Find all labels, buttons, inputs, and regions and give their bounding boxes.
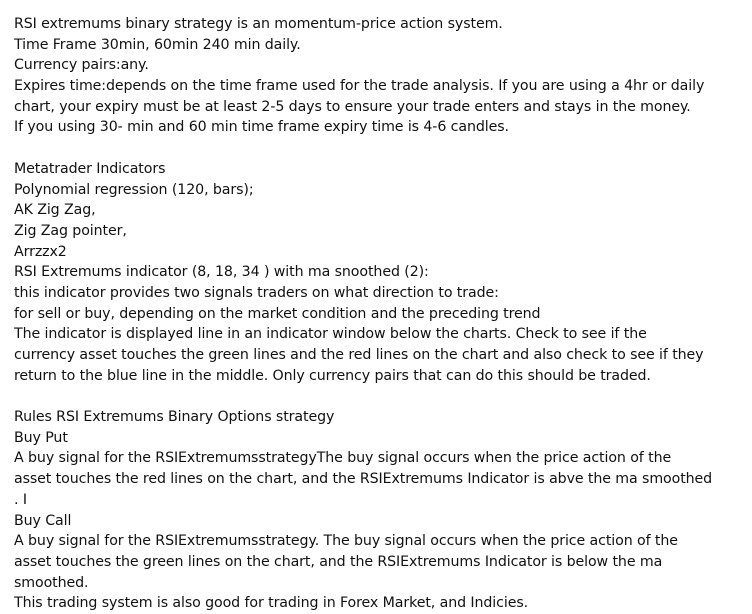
text-line: The indicator is displayed line in an indicator window below the charts. Check to see if the xyxy=(14,326,647,343)
text-line: Zig Zag pointer, xyxy=(14,222,127,239)
text-line: Expires time:depends on the time frame used for the trade analysis. If you are using a 4hr or daily xyxy=(14,78,705,95)
text-line: asset touches the red lines on the chart, and the RSIExtremums Indicator is abve the ma smoothed xyxy=(14,471,713,488)
subheading-buy-put: Buy Put xyxy=(14,429,68,446)
text-line: Polynomial regression (120, bars); xyxy=(14,181,254,198)
text-line: RSI extremums binary strategy is an momentum-price action system. xyxy=(14,16,503,32)
text-line: If you using 30- min and 60 min time frame expiry time is 4-6 candles. xyxy=(14,119,509,136)
subheading-buy-call: Buy Call xyxy=(14,512,72,529)
text-line: A buy signal for the RSIExtremumsstrategyThe buy signal occurs when the price action of the xyxy=(14,450,672,467)
section-heading: Metatrader Indicators xyxy=(14,160,166,177)
text-line: return to the blue line in the middle. Only currency pairs that can do this should be traded. xyxy=(14,367,651,384)
text-line: chart, your expiry must be at least 2-5 days to ensure your trade enters and stays in the money. xyxy=(14,98,691,115)
text-line: Currency pairs:any. xyxy=(14,57,149,74)
text-line: AK Zig Zag, xyxy=(14,202,96,219)
blank-line xyxy=(14,386,744,407)
text-line: smoothed. xyxy=(14,574,89,591)
section-heading: Rules RSI Extremums Binary Options strategy xyxy=(14,409,335,426)
document-body xyxy=(14,14,744,614)
text-line: Arrzzx2 xyxy=(14,243,67,260)
blank-line xyxy=(14,138,744,159)
text-line: asset touches the green lines on the chart, and the RSIExtremums Indicator is below the ma xyxy=(14,553,663,570)
text-line: . I xyxy=(14,491,27,508)
text-line: this indicator provides two signals traders on what direction to trade: xyxy=(14,284,499,301)
text-line: This trading system is also good for trading in Forex Market, and Indicies. xyxy=(14,595,529,612)
text-line: RSI Extremums indicator (8, 18, 34 ) with ma snoothed (2): xyxy=(14,264,429,281)
text-line: for sell or buy, depending on the market condition and the preceding trend xyxy=(14,305,541,322)
text-line: Time Frame 30min, 60min 240 min daily. xyxy=(14,36,301,53)
text-line: A buy signal for the RSIExtremumsstrategy. The buy signal occurs when the price action of the xyxy=(14,533,678,550)
text-line: currency asset touches the green lines and the red lines on the chart and also check to see if they xyxy=(14,347,704,363)
